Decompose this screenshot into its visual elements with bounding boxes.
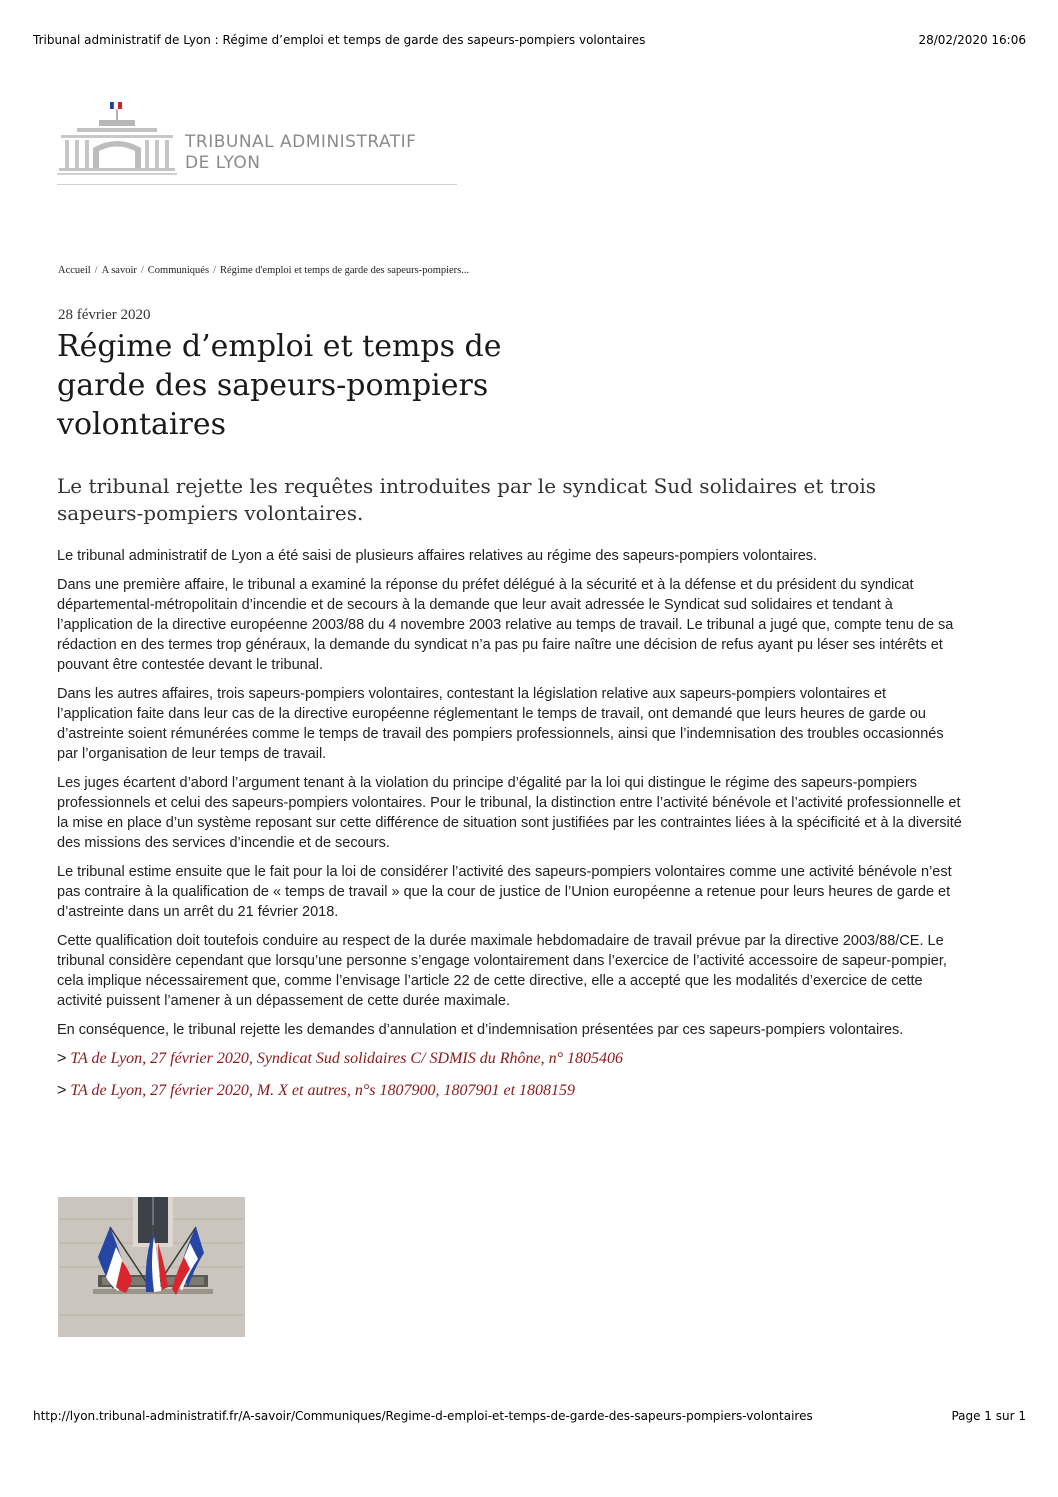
breadcrumb-separator: /: [94, 265, 98, 276]
article-lead: Le tribunal rejette les requêtes introduites par le syndicat Sud solidaires et trois sapeurs-pompiers volontaires.: [57, 474, 877, 525]
building-flags-image: [58, 1197, 245, 1337]
paragraph: Dans une première affaire, le tribunal a examiné la réponse du préfet délégué à la sécurité et à la défense et du président du syndicat départemental-métropolitain d’incendie et de secours à la demande que leur avait adressée le Syndicat sud solidaires et tendant à l’application de la directive européenne 2003/88 du 4 novembre 2003 relative au temps de travail. Le tribunal a jugé que, compte tenu de sa rédaction en des termes trop généraux, la demande du syndicat n’a pas pu faire naître une décision de refus ayant pu léser ses intérêts et pouvant être contestée devant le tribunal.: [57, 577, 954, 673]
building-flag-icon: [57, 98, 182, 188]
logo-line2: DE LYON: [185, 153, 261, 173]
paragraph: Les juges écartent d’abord l’argument tenant à la violation du principe d’égalité par la loi qui distingue le régime des sapeurs-pompiers professionnels et celui des sapeurs-pompiers volontaires. Pour le tribunal, la distinction entre l’activité bénévole et l’activité professionnelle et la mise en place d’un système reposant sur cette différence de situation sont justifiées par les contraintes liées à la spécificité et à la diversité des missions des services d’incendie et de secours.: [57, 775, 962, 851]
breadcrumb-communiques[interactable]: Communiqués: [147, 265, 210, 276]
breadcrumb-separator: /: [140, 265, 144, 276]
logo-divider: [57, 184, 457, 185]
paragraph: Le tribunal estime ensuite que le fait pour la loi de considérer l’activité des sapeurs-pompiers volontaires comme une activité bénévole n’est pas contraire à la qualification de « temps de travail » que la cour de justice de l’Union européenne a retenue pour leurs heures de garde et d’astreinte dans un arrêt du 21 février 2018.: [57, 864, 952, 920]
paragraph: Le tribunal administratif de Lyon a été saisi de plusieurs affaires relatives au régime des sapeurs-pompiers volontaires.: [57, 548, 818, 564]
site-logo[interactable]: [57, 98, 457, 188]
paragraph: Dans les autres affaires, trois sapeurs-pompiers volontaires, contestant la législation relative aux sapeurs-pompiers volontaires et l’application faite dans leur cas de la directive européenne réglementant le temps de travail, ont demandé que leurs heures de garde ou d’astreinte soient rémunérées comme le temps de travail des pompiers professionnels, ainsi que l’indemnisation des troubles occasionnés par l’organisation de leur temps de travail.: [57, 686, 944, 762]
page-number: Page 1 sur 1: [951, 1409, 1026, 1423]
judgment-link-1805406[interactable]: TA de Lyon, 27 février 2020, Syndicat Sud solidaires C/ SDMIS du Rhône, n° 1805406: [70, 1050, 624, 1067]
breadcrumb-a-savoir[interactable]: A savoir: [101, 265, 137, 276]
article-date: 28 février 2020: [58, 307, 151, 323]
list-item: [57, 1049, 962, 1069]
paragraph: Cette qualification doit toutefois conduire au respect de la durée maximale hebdomadaire de travail prévue par la directive 2003/88/CE. Le tribunal considère cependant que lorsqu’une personne s’engage volontairement dans l’exercice de l’activité accessoire de sapeur-pompier, cela implique nécessairement que, comme l’envisage l’article 22 de cette directive, elle a accepté que les modalités d’exercice de cette activité puissent l’amener à un dépassement de cette durée maximale.: [57, 933, 947, 1009]
logo-line1: TRIBUNAL ADMINISTRATIF: [185, 132, 417, 152]
print-footer: [33, 1409, 1026, 1423]
breadcrumb: [58, 265, 469, 276]
paragraph: En conséquence, le tribunal rejette les demandes d’annulation et d’indemnisation présentées par ces sapeurs-pompiers volontaires.: [57, 1022, 904, 1038]
print-timestamp: 28/02/2020 16:06: [918, 33, 1026, 47]
breadcrumb-home[interactable]: Accueil: [58, 265, 91, 276]
article-title: Régime d’emploi et temps de garde des sapeurs-pompiers volontaires: [57, 329, 502, 442]
arrow-icon: >: [57, 1050, 67, 1067]
print-header: [33, 33, 1026, 47]
article-photo: [58, 1197, 245, 1337]
related-links: [57, 1049, 962, 1101]
breadcrumb-current: Régime d'emploi et temps de garde des sapeurs-pompiers...: [219, 265, 470, 276]
list-item: [57, 1081, 962, 1101]
article-body: [57, 546, 962, 1113]
arrow-icon: >: [57, 1082, 67, 1099]
breadcrumb-separator: /: [213, 265, 216, 276]
print-url: http://lyon.tribunal-administratif.fr/A-savoir/Communiques/Regime-d-emploi-et-temps-de-garde-des-sapeurs-pompiers-volontaires: [33, 1409, 813, 1423]
judgment-link-1807900[interactable]: TA de Lyon, 27 février 2020, M. X et autres, n°s 1807900, 1807901 et 1808159: [70, 1082, 576, 1099]
print-page-title: Tribunal administratif de Lyon : Régime d’emploi et temps de garde des sapeurs-pompiers volontaires: [33, 33, 646, 47]
